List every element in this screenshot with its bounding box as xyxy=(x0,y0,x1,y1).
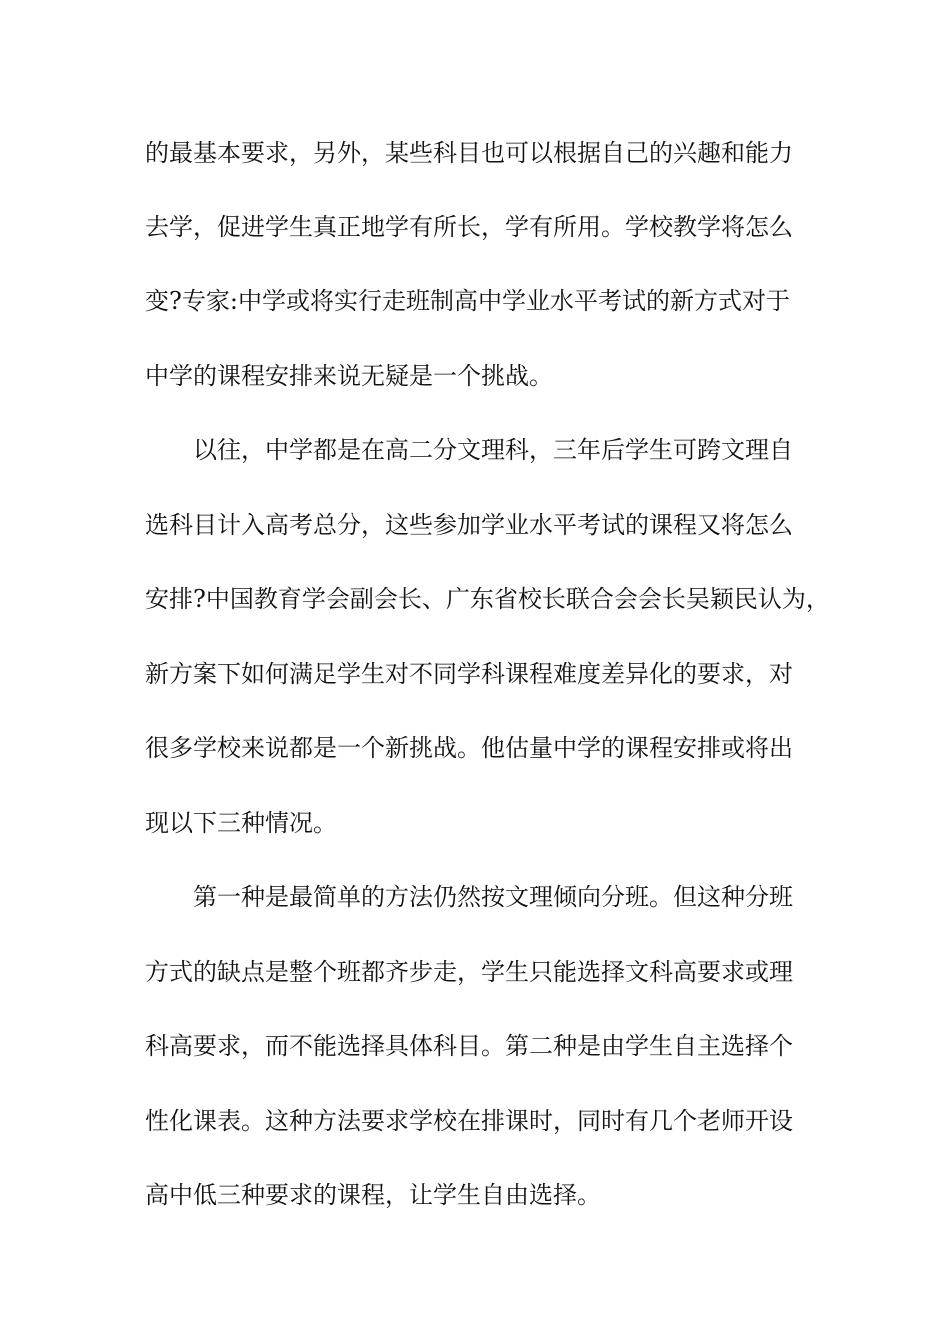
text-line: 的最基本要求，另外，某些科目也可以根据自己的兴趣和能力 xyxy=(145,139,793,167)
text-line: 变?专家:中学或将实行走班制高中学业水平考试的新方式对于 xyxy=(145,287,790,315)
text-line: 性化课表。这种方法要求学校在排课时，同时有几个老师开设 xyxy=(145,1107,793,1135)
text-line: 新方案下如何满足学生对不同学科课程难度差异化的要求，对 xyxy=(145,660,793,688)
text-line: 科高要求，而不能选择具体科目。第二种是由学生自主选择个 xyxy=(145,1032,793,1060)
text-line: 去学，促进学生真正地学有所长，学有所用。学校教学将怎么 xyxy=(145,213,793,241)
text-line: 现以下三种情况。 xyxy=(145,809,337,837)
text-line: 第一种是最简单的方法仍然按文理倾向分班。但这种分班 xyxy=(193,883,793,911)
text-line: 选科目计入高考总分，这些参加学业水平考试的课程又将怎么 xyxy=(145,511,793,539)
text-line: 高中低三种要求的课程，让学生自由选择。 xyxy=(145,1181,601,1209)
text-line: 以往，中学都是在高二分文理科，三年后学生可跨文理自 xyxy=(193,436,793,464)
text-line: 安排?中国教育学会副会长、广东省校长联合会会长吴颖民认为， xyxy=(145,585,830,613)
text-line: 方式的缺点是整个班都齐步走，学生只能选择文科高要求或理 xyxy=(145,958,793,986)
text-line: 中学的课程安排来说无疑是一个挑战。 xyxy=(145,362,553,390)
text-line: 很多学校来说都是一个新挑战。他估量中学的课程安排或将出 xyxy=(145,734,793,762)
